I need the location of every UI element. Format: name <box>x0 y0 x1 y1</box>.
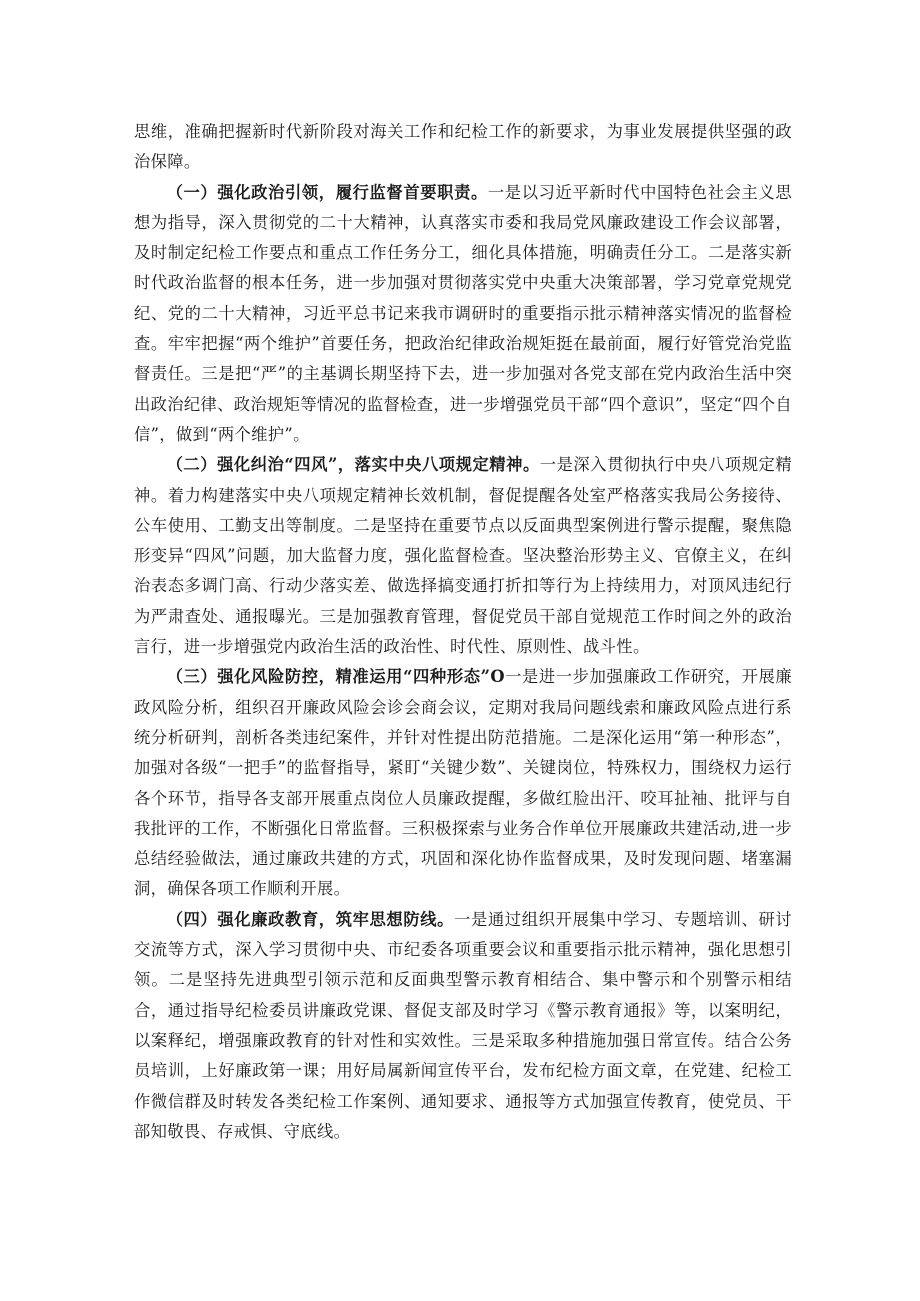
section-body-3: 一是进一步加强廉政工作研究，开展廉政风险分析，组织召开廉政风险会诊会商会议，定期对我局问题线索和廉政风险点进行系统分析研判，剖析各类违纪案件，并针对性提出防范措施。二是深化运用“第一种形态”，加强对各级“一把手”的监督指导，紧盯“关键少数”、关键岗位，特殊权力，围绕权力运行各个环节，指导各支部开展重点岗位人员廉政提醒，多做红脸出汗、咬耳扯袖、批评与自我批评的工作，不断强化日常监督。三积极探索与业务合作单位开展廉政共建活动,进一步总结经验做法，通过廉政共建的方式，巩固和深化协作监督成果，及时发现问题、堵塞漏洞，确保各项工作顺利开展。 <box>134 667 793 899</box>
section-heading-2: （二）强化纠治“四风”，落实中央八项规定精神。 <box>166 455 540 475</box>
section-body-2: 一是深入贯彻执行中央八项规定精神。着力构建落实中央八项规定精神长效机制，督促提醒各处室严格落实我局公务接待、公车使用、工勤支出等制度。二是坚持在重要节点以反面典型案例进行警示提醒，聚焦隐形变异“四风”问题，加大监督力度，强化监督检查。坚决整治形势主义、官僚主义，在纠治表态多调门高、行动少落实差、做选择搞变通打折扣等行为上持续用力，对顶风违纪行为严肃查处、通报曝光。三是加强教育管理，督促党员干部自觉规范工作时间之外的政治言行，进一步增强党内政治生活的政治性、时代性、原则性、战斗性。 <box>134 455 792 657</box>
section-heading-4: （四）强化廉政教育，筑牢思想防线。 <box>166 909 455 929</box>
intro-paragraph: 思维，准确把握新时代新阶段对海关工作和纪检工作的新要求，为事业发展提供坚强的政治保障。 <box>134 122 792 172</box>
document-body <box>134 117 792 1147</box>
section-heading-3: （三）强化风险防控，精准运用“四种形态”O <box>166 667 505 687</box>
section-heading-1: （一）强化政治引领，履行监督首要职责。 <box>166 182 488 202</box>
section-body-4: 一是通过组织开展集中学习、专题培训、研讨交流等方式，深入学习贯彻中央、市纪委各项重要会议和重要指示批示精神，强化思想引领。二是坚持先进典型引领示范和反面典型警示教育相结合、集中警示和个别警示相结合，通过指导纪检委员讲廉政党课、督促支部及时学习《警示教育通报》等，以案明纪，以案释纪，增强廉政教育的针对性和实效性。三是采取多种措施加强日常宣传。结合公务员培训，上好廉政第一课；用好局属新闻宣传平台，发布纪检方面文章，在党建、纪检工作微信群及时转发各类纪检工作案例、通知要求、通报等方式加强宣传教育，使党员、干部知敬畏、存戒惧、守底线。 <box>134 909 792 1141</box>
section-body-1: 一是以习近平新时代中国特色社会主义思想为指导，深入贯彻党的二十大精神，认真落实市委和我局党风廉政建设工作会议部署，及时制定纪检工作要点和重点工作任务分工，细化具体措施，明确责任分工。二是落实新时代政治监督的根本任务，进一步加强对贯彻落实党中央重大决策部署，学习党章党规党纪、党的二十大精神，习近平总书记来我市调研时的重要指示批示精神落实情况的监督检查。牢牢把握“两个维护”首要任务，把政治纪律政治规矩挺在最前面，履行好管党治党监督责任。三是把“严”的主基调长期坚持下去，进一步加强对各党支部在党内政治生活中突出政治纪律、政治规矩等情况的监督检查，进一步增强党员干部“四个意识”，坚定“四个自信”，做到“两个维护”。 <box>134 182 793 444</box>
section-paragraph-4 <box>134 905 792 1147</box>
section-paragraph-3 <box>134 662 792 904</box>
section-paragraph-2 <box>134 450 792 662</box>
section-paragraph-1 <box>134 178 792 451</box>
